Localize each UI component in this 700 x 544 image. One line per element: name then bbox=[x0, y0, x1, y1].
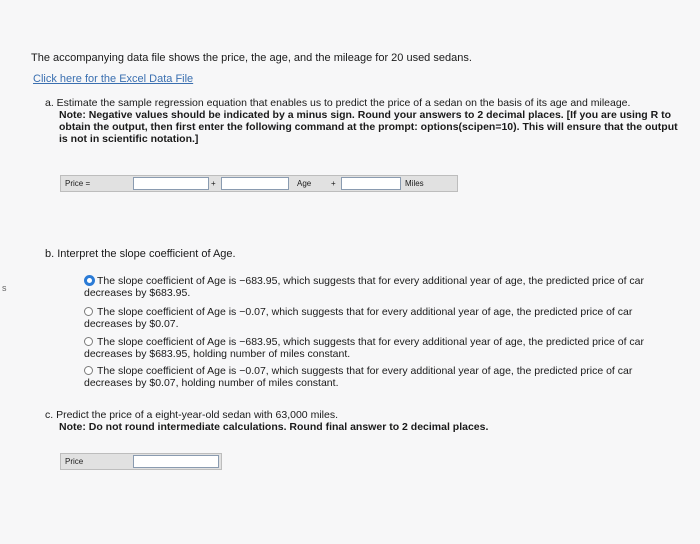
age-coefficient-input[interactable] bbox=[221, 177, 289, 190]
part-b-question: b. Interpret the slope coefficient of Age. bbox=[45, 248, 236, 260]
option-2-line-1: The slope coefficient of Age is −0.07, which suggests that for every additional year of age, the predicted price of car bbox=[97, 306, 633, 318]
age-interpretation-option-1[interactable] bbox=[84, 275, 674, 299]
option-4-line-2: decreases by $0.07, holding number of miles constant. bbox=[84, 377, 339, 389]
price-equals-label: Price = bbox=[65, 179, 91, 188]
miles-label: Miles bbox=[405, 179, 424, 188]
option-1-line-1: The slope coefficient of Age is −683.95, which suggests that for every additional year of age, the predicted price of car bbox=[97, 275, 645, 287]
regression-equation-row bbox=[60, 175, 458, 192]
edge-mark: s bbox=[2, 283, 7, 293]
price-label: Price bbox=[65, 457, 84, 466]
excel-data-file-link[interactable]: Click here for the Excel Data File bbox=[33, 73, 194, 85]
part-a-question bbox=[45, 97, 685, 145]
problem-intro: The accompanying data file shows the price, the age, and the mileage for 20 used sedans. bbox=[31, 52, 472, 64]
miles-coefficient-input[interactable] bbox=[341, 177, 401, 190]
option-1-line-2: decreases by $683.95. bbox=[84, 287, 191, 299]
plus-sign-2: + bbox=[331, 179, 336, 188]
part-c-text: c. Predict the price of a eight-year-old sedan with 63,000 miles. bbox=[45, 409, 338, 421]
age-interpretation-option-3[interactable] bbox=[84, 336, 674, 360]
radio-selected-icon[interactable] bbox=[84, 275, 95, 286]
option-3-line-1: The slope coefficient of Age is −683.95, which suggests that for every additional year of age, the predicted price of car bbox=[97, 336, 645, 348]
age-interpretation-option-4[interactable] bbox=[84, 365, 674, 389]
part-a-note-line-2: obtain the output, then first enter the following command at the prompt: options(scipen=10). This will ensure that the output bbox=[59, 121, 678, 133]
age-interpretation-option-2[interactable] bbox=[84, 306, 674, 330]
option-4-line-1: The slope coefficient of Age is −0.07, which suggests that for every additional year of age, the predicted price of car bbox=[97, 365, 633, 377]
plus-sign-1: + bbox=[211, 179, 216, 188]
radio-unselected-icon[interactable] bbox=[84, 337, 93, 346]
age-label: Age bbox=[297, 179, 312, 188]
part-a-note-line-3: is not in scientific notation.] bbox=[59, 133, 199, 145]
part-a-text: a. Estimate the sample regression equation that enables us to predict the price of a sedan on the basis of its age and mileage. bbox=[45, 97, 631, 109]
intercept-input[interactable] bbox=[133, 177, 209, 190]
predicted-price-row bbox=[60, 453, 222, 470]
radio-unselected-icon[interactable] bbox=[84, 366, 93, 375]
option-3-line-2: decreases by $683.95, holding number of miles constant. bbox=[84, 348, 351, 360]
radio-unselected-icon[interactable] bbox=[84, 307, 93, 316]
predicted-price-input[interactable] bbox=[133, 455, 219, 468]
part-c-question bbox=[45, 409, 685, 433]
part-c-note: Note: Do not round intermediate calculations. Round final answer to 2 decimal places. bbox=[59, 421, 489, 433]
option-2-line-2: decreases by $0.07. bbox=[84, 318, 179, 330]
part-a-note-line-1: Note: Negative values should be indicated by a minus sign. Round your answers to 2 decimal places. [If you are using R to bbox=[59, 109, 672, 121]
